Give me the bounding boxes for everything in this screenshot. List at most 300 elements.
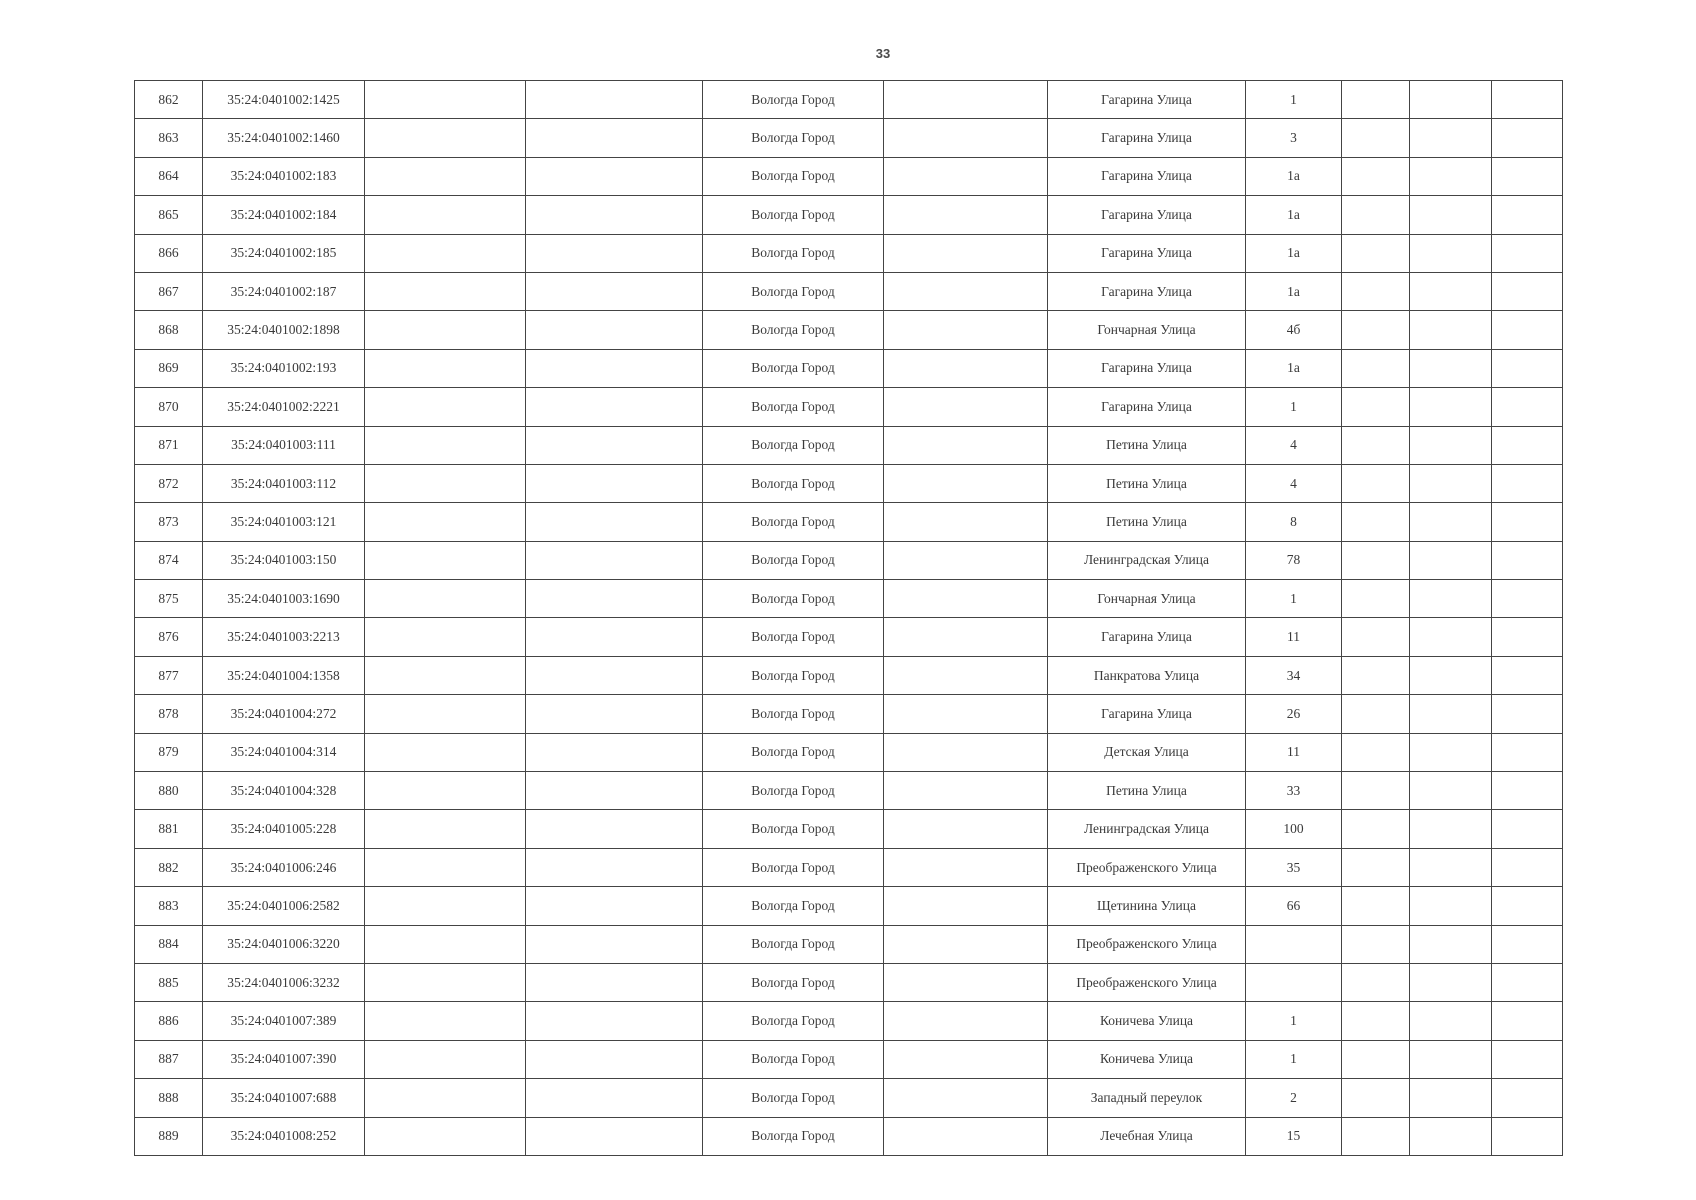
row-number-cell: 880 bbox=[135, 772, 203, 810]
empty-cell bbox=[526, 426, 703, 464]
cadastral-number-cell: 35:24:0401004:328 bbox=[203, 772, 365, 810]
empty-cell bbox=[365, 119, 526, 157]
empty-cell bbox=[884, 234, 1048, 272]
empty-cell bbox=[526, 234, 703, 272]
cadastral-number-cell: 35:24:0401002:185 bbox=[203, 234, 365, 272]
table-row bbox=[135, 848, 1563, 886]
empty-cell bbox=[526, 311, 703, 349]
empty-cell bbox=[884, 1040, 1048, 1078]
empty-cell bbox=[1492, 388, 1563, 426]
city-cell: Вологда Город bbox=[703, 311, 884, 349]
empty-cell bbox=[365, 234, 526, 272]
house-number-cell: 11 bbox=[1246, 618, 1342, 656]
table-row bbox=[135, 349, 1563, 387]
empty-cell bbox=[1410, 1040, 1492, 1078]
row-number-cell: 886 bbox=[135, 1002, 203, 1040]
empty-cell bbox=[526, 848, 703, 886]
table-row bbox=[135, 810, 1563, 848]
city-cell: Вологда Город bbox=[703, 1002, 884, 1040]
empty-cell bbox=[526, 388, 703, 426]
cadastral-number-cell: 35:24:0401003:1690 bbox=[203, 580, 365, 618]
empty-cell bbox=[526, 733, 703, 771]
row-number-cell: 876 bbox=[135, 618, 203, 656]
street-cell: Гагарина Улица bbox=[1048, 272, 1246, 310]
house-number-cell bbox=[1246, 963, 1342, 1001]
table-row bbox=[135, 81, 1563, 119]
empty-cell bbox=[1410, 541, 1492, 579]
street-cell: Ленинградская Улица bbox=[1048, 541, 1246, 579]
empty-cell bbox=[1410, 272, 1492, 310]
cadastral-number-cell: 35:24:0401007:389 bbox=[203, 1002, 365, 1040]
city-cell: Вологда Город bbox=[703, 1079, 884, 1117]
cadastral-number-cell: 35:24:0401002:1425 bbox=[203, 81, 365, 119]
row-number-cell: 885 bbox=[135, 963, 203, 1001]
table-row bbox=[135, 1079, 1563, 1117]
empty-cell bbox=[365, 1079, 526, 1117]
street-cell: Преображенского Улица bbox=[1048, 848, 1246, 886]
empty-cell bbox=[1492, 810, 1563, 848]
cadastral-number-cell: 35:24:0401006:2582 bbox=[203, 887, 365, 925]
empty-cell bbox=[1342, 1117, 1410, 1155]
row-number-cell: 881 bbox=[135, 810, 203, 848]
empty-cell bbox=[365, 618, 526, 656]
empty-cell bbox=[1342, 464, 1410, 502]
empty-cell bbox=[884, 196, 1048, 234]
city-cell: Вологда Город bbox=[703, 464, 884, 502]
empty-cell bbox=[1410, 772, 1492, 810]
empty-cell bbox=[1492, 541, 1563, 579]
empty-cell bbox=[1492, 157, 1563, 195]
city-cell: Вологда Город bbox=[703, 656, 884, 694]
empty-cell bbox=[1342, 388, 1410, 426]
empty-cell bbox=[365, 311, 526, 349]
cadastral-number-cell: 35:24:0401003:111 bbox=[203, 426, 365, 464]
house-number-cell: 4 bbox=[1246, 464, 1342, 502]
empty-cell bbox=[1492, 772, 1563, 810]
empty-cell bbox=[365, 925, 526, 963]
empty-cell bbox=[884, 848, 1048, 886]
empty-cell bbox=[1342, 963, 1410, 1001]
empty-cell bbox=[365, 963, 526, 1001]
empty-cell bbox=[1410, 1002, 1492, 1040]
empty-cell bbox=[884, 618, 1048, 656]
row-number-cell: 865 bbox=[135, 196, 203, 234]
empty-cell bbox=[1492, 695, 1563, 733]
empty-cell bbox=[1342, 656, 1410, 694]
table-row bbox=[135, 1117, 1563, 1155]
house-number-cell: 34 bbox=[1246, 656, 1342, 694]
empty-cell bbox=[1410, 848, 1492, 886]
empty-cell bbox=[365, 349, 526, 387]
row-number-cell: 875 bbox=[135, 580, 203, 618]
empty-cell bbox=[526, 580, 703, 618]
empty-cell bbox=[1492, 311, 1563, 349]
empty-cell bbox=[1492, 349, 1563, 387]
cadastral-number-cell: 35:24:0401002:183 bbox=[203, 157, 365, 195]
row-number-cell: 870 bbox=[135, 388, 203, 426]
house-number-cell: 33 bbox=[1246, 772, 1342, 810]
city-cell: Вологда Город bbox=[703, 848, 884, 886]
row-number-cell: 873 bbox=[135, 503, 203, 541]
empty-cell bbox=[1410, 1079, 1492, 1117]
empty-cell bbox=[884, 349, 1048, 387]
empty-cell bbox=[1410, 464, 1492, 502]
street-cell: Западный переулок bbox=[1048, 1079, 1246, 1117]
street-cell: Петина Улица bbox=[1048, 426, 1246, 464]
empty-cell bbox=[526, 119, 703, 157]
empty-cell bbox=[1410, 388, 1492, 426]
house-number-cell: 1а bbox=[1246, 196, 1342, 234]
empty-cell bbox=[365, 541, 526, 579]
empty-cell bbox=[365, 503, 526, 541]
city-cell: Вологда Город bbox=[703, 119, 884, 157]
empty-cell bbox=[1492, 848, 1563, 886]
empty-cell bbox=[1342, 925, 1410, 963]
street-cell: Коничева Улица bbox=[1048, 1002, 1246, 1040]
city-cell: Вологда Город bbox=[703, 887, 884, 925]
empty-cell bbox=[1342, 503, 1410, 541]
empty-cell bbox=[1342, 119, 1410, 157]
empty-cell bbox=[1410, 1117, 1492, 1155]
street-cell: Гагарина Улица bbox=[1048, 157, 1246, 195]
empty-cell bbox=[884, 541, 1048, 579]
house-number-cell: 2 bbox=[1246, 1079, 1342, 1117]
row-number-cell: 879 bbox=[135, 733, 203, 771]
registry-table-body bbox=[135, 81, 1563, 1156]
cadastral-number-cell: 35:24:0401003:121 bbox=[203, 503, 365, 541]
street-cell: Преображенского Улица bbox=[1048, 925, 1246, 963]
city-cell: Вологда Город bbox=[703, 426, 884, 464]
empty-cell bbox=[884, 925, 1048, 963]
city-cell: Вологда Город bbox=[703, 541, 884, 579]
row-number-cell: 869 bbox=[135, 349, 203, 387]
empty-cell bbox=[1342, 541, 1410, 579]
row-number-cell: 868 bbox=[135, 311, 203, 349]
cadastral-number-cell: 35:24:0401002:193 bbox=[203, 349, 365, 387]
empty-cell bbox=[884, 772, 1048, 810]
empty-cell bbox=[1342, 810, 1410, 848]
house-number-cell: 1 bbox=[1246, 1040, 1342, 1078]
street-cell: Преображенского Улица bbox=[1048, 963, 1246, 1001]
empty-cell bbox=[1410, 887, 1492, 925]
empty-cell bbox=[1342, 1002, 1410, 1040]
city-cell: Вологда Город bbox=[703, 503, 884, 541]
row-number-cell: 864 bbox=[135, 157, 203, 195]
cadastral-number-cell: 35:24:0401007:688 bbox=[203, 1079, 365, 1117]
empty-cell bbox=[1342, 81, 1410, 119]
empty-cell bbox=[884, 810, 1048, 848]
empty-cell bbox=[884, 887, 1048, 925]
empty-cell bbox=[526, 1079, 703, 1117]
empty-cell bbox=[1342, 618, 1410, 656]
empty-cell bbox=[1492, 580, 1563, 618]
cadastral-number-cell: 35:24:0401002:2221 bbox=[203, 388, 365, 426]
city-cell: Вологда Город bbox=[703, 772, 884, 810]
house-number-cell: 3 bbox=[1246, 119, 1342, 157]
empty-cell bbox=[365, 1040, 526, 1078]
cadastral-number-cell: 35:24:0401003:112 bbox=[203, 464, 365, 502]
row-number-cell: 867 bbox=[135, 272, 203, 310]
street-cell: Гагарина Улица bbox=[1048, 388, 1246, 426]
empty-cell bbox=[365, 272, 526, 310]
street-cell: Гагарина Улица bbox=[1048, 81, 1246, 119]
empty-cell bbox=[1410, 618, 1492, 656]
row-number-cell: 887 bbox=[135, 1040, 203, 1078]
table-row bbox=[135, 119, 1563, 157]
empty-cell bbox=[1410, 157, 1492, 195]
empty-cell bbox=[365, 388, 526, 426]
cadastral-number-cell: 35:24:0401004:272 bbox=[203, 695, 365, 733]
street-cell: Петина Улица bbox=[1048, 503, 1246, 541]
cadastral-number-cell: 35:24:0401006:246 bbox=[203, 848, 365, 886]
empty-cell bbox=[1492, 196, 1563, 234]
registry-table bbox=[134, 80, 1563, 1156]
row-number-cell: 884 bbox=[135, 925, 203, 963]
house-number-cell: 1а bbox=[1246, 272, 1342, 310]
street-cell: Петина Улица bbox=[1048, 772, 1246, 810]
empty-cell bbox=[1492, 1117, 1563, 1155]
table-row bbox=[135, 234, 1563, 272]
empty-cell bbox=[1492, 733, 1563, 771]
house-number-cell: 100 bbox=[1246, 810, 1342, 848]
empty-cell bbox=[884, 503, 1048, 541]
empty-cell bbox=[884, 81, 1048, 119]
empty-cell bbox=[1492, 272, 1563, 310]
empty-cell bbox=[1492, 1002, 1563, 1040]
empty-cell bbox=[365, 887, 526, 925]
empty-cell bbox=[526, 925, 703, 963]
empty-cell bbox=[884, 695, 1048, 733]
city-cell: Вологда Город bbox=[703, 695, 884, 733]
street-cell: Петина Улица bbox=[1048, 464, 1246, 502]
table-row bbox=[135, 963, 1563, 1001]
row-number-cell: 874 bbox=[135, 541, 203, 579]
house-number-cell: 35 bbox=[1246, 848, 1342, 886]
street-cell: Гагарина Улица bbox=[1048, 618, 1246, 656]
table-row bbox=[135, 580, 1563, 618]
empty-cell bbox=[526, 887, 703, 925]
house-number-cell: 1 bbox=[1246, 580, 1342, 618]
city-cell: Вологда Город bbox=[703, 81, 884, 119]
row-number-cell: 877 bbox=[135, 656, 203, 694]
empty-cell bbox=[365, 695, 526, 733]
cadastral-number-cell: 35:24:0401007:390 bbox=[203, 1040, 365, 1078]
empty-cell bbox=[1342, 234, 1410, 272]
empty-cell bbox=[1342, 196, 1410, 234]
empty-cell bbox=[365, 196, 526, 234]
city-cell: Вологда Город bbox=[703, 925, 884, 963]
city-cell: Вологда Город bbox=[703, 234, 884, 272]
empty-cell bbox=[1410, 963, 1492, 1001]
empty-cell bbox=[365, 810, 526, 848]
empty-cell bbox=[1492, 1040, 1563, 1078]
empty-cell bbox=[365, 848, 526, 886]
empty-cell bbox=[884, 157, 1048, 195]
table-row bbox=[135, 772, 1563, 810]
house-number-cell: 4 bbox=[1246, 426, 1342, 464]
row-number-cell: 866 bbox=[135, 234, 203, 272]
empty-cell bbox=[1492, 1079, 1563, 1117]
cadastral-number-cell: 35:24:0401003:150 bbox=[203, 541, 365, 579]
table-row bbox=[135, 656, 1563, 694]
city-cell: Вологда Город bbox=[703, 1117, 884, 1155]
page-number: 33 bbox=[875, 46, 891, 61]
table-row bbox=[135, 925, 1563, 963]
row-number-cell: 888 bbox=[135, 1079, 203, 1117]
empty-cell bbox=[884, 963, 1048, 1001]
row-number-cell: 872 bbox=[135, 464, 203, 502]
street-cell: Гончарная Улица bbox=[1048, 580, 1246, 618]
empty-cell bbox=[365, 1002, 526, 1040]
table-row bbox=[135, 272, 1563, 310]
empty-cell bbox=[526, 157, 703, 195]
house-number-cell bbox=[1246, 925, 1342, 963]
city-cell: Вологда Город bbox=[703, 196, 884, 234]
empty-cell bbox=[1410, 656, 1492, 694]
empty-cell bbox=[526, 810, 703, 848]
empty-cell bbox=[526, 81, 703, 119]
empty-cell bbox=[884, 1079, 1048, 1117]
table-row bbox=[135, 157, 1563, 195]
empty-cell bbox=[884, 656, 1048, 694]
empty-cell bbox=[526, 1040, 703, 1078]
table-row bbox=[135, 311, 1563, 349]
street-cell: Гагарина Улица bbox=[1048, 119, 1246, 157]
empty-cell bbox=[1492, 963, 1563, 1001]
table-row bbox=[135, 1002, 1563, 1040]
empty-cell bbox=[1492, 503, 1563, 541]
table-row bbox=[135, 618, 1563, 656]
house-number-cell: 66 bbox=[1246, 887, 1342, 925]
empty-cell bbox=[884, 311, 1048, 349]
empty-cell bbox=[884, 733, 1048, 771]
house-number-cell: 78 bbox=[1246, 541, 1342, 579]
empty-cell bbox=[1410, 349, 1492, 387]
table-row bbox=[135, 503, 1563, 541]
house-number-cell: 15 bbox=[1246, 1117, 1342, 1155]
house-number-cell: 1а bbox=[1246, 157, 1342, 195]
empty-cell bbox=[1342, 349, 1410, 387]
empty-cell bbox=[1410, 426, 1492, 464]
table-row bbox=[135, 695, 1563, 733]
city-cell: Вологда Город bbox=[703, 733, 884, 771]
house-number-cell: 1 bbox=[1246, 1002, 1342, 1040]
empty-cell bbox=[365, 464, 526, 502]
city-cell: Вологда Город bbox=[703, 1040, 884, 1078]
empty-cell bbox=[1342, 1079, 1410, 1117]
city-cell: Вологда Город bbox=[703, 580, 884, 618]
house-number-cell: 11 bbox=[1246, 733, 1342, 771]
cadastral-number-cell: 35:24:0401006:3220 bbox=[203, 925, 365, 963]
empty-cell bbox=[884, 119, 1048, 157]
empty-cell bbox=[884, 580, 1048, 618]
empty-cell bbox=[1492, 426, 1563, 464]
city-cell: Вологда Город bbox=[703, 388, 884, 426]
empty-cell bbox=[526, 196, 703, 234]
cadastral-number-cell: 35:24:0401004:1358 bbox=[203, 656, 365, 694]
empty-cell bbox=[1410, 925, 1492, 963]
empty-cell bbox=[1410, 733, 1492, 771]
empty-cell bbox=[1342, 848, 1410, 886]
row-number-cell: 871 bbox=[135, 426, 203, 464]
street-cell: Гончарная Улица bbox=[1048, 311, 1246, 349]
empty-cell bbox=[1492, 925, 1563, 963]
empty-cell bbox=[1492, 618, 1563, 656]
empty-cell bbox=[365, 81, 526, 119]
empty-cell bbox=[365, 1117, 526, 1155]
city-cell: Вологда Город bbox=[703, 810, 884, 848]
empty-cell bbox=[1410, 234, 1492, 272]
empty-cell bbox=[526, 503, 703, 541]
row-number-cell: 882 bbox=[135, 848, 203, 886]
empty-cell bbox=[1342, 1040, 1410, 1078]
table-row bbox=[135, 541, 1563, 579]
empty-cell bbox=[526, 772, 703, 810]
empty-cell bbox=[1342, 887, 1410, 925]
street-cell: Детская Улица bbox=[1048, 733, 1246, 771]
street-cell: Коничева Улица bbox=[1048, 1040, 1246, 1078]
street-cell: Ленинградская Улица bbox=[1048, 810, 1246, 848]
empty-cell bbox=[1410, 196, 1492, 234]
empty-cell bbox=[1410, 119, 1492, 157]
empty-cell bbox=[884, 388, 1048, 426]
city-cell: Вологда Город bbox=[703, 963, 884, 1001]
row-number-cell: 863 bbox=[135, 119, 203, 157]
house-number-cell: 1а bbox=[1246, 349, 1342, 387]
empty-cell bbox=[1342, 733, 1410, 771]
street-cell: Гагарина Улица bbox=[1048, 196, 1246, 234]
empty-cell bbox=[1492, 234, 1563, 272]
house-number-cell: 1 bbox=[1246, 81, 1342, 119]
empty-cell bbox=[884, 1117, 1048, 1155]
empty-cell bbox=[1342, 311, 1410, 349]
street-cell: Гагарина Улица bbox=[1048, 695, 1246, 733]
empty-cell bbox=[365, 580, 526, 618]
empty-cell bbox=[526, 618, 703, 656]
city-cell: Вологда Город bbox=[703, 157, 884, 195]
empty-cell bbox=[1342, 580, 1410, 618]
city-cell: Вологда Город bbox=[703, 618, 884, 656]
empty-cell bbox=[526, 656, 703, 694]
empty-cell bbox=[884, 1002, 1048, 1040]
empty-cell bbox=[1342, 157, 1410, 195]
table-row bbox=[135, 196, 1563, 234]
cadastral-number-cell: 35:24:0401005:228 bbox=[203, 810, 365, 848]
empty-cell bbox=[526, 963, 703, 1001]
cadastral-number-cell: 35:24:0401008:252 bbox=[203, 1117, 365, 1155]
table-row bbox=[135, 1040, 1563, 1078]
street-cell: Лечебная Улица bbox=[1048, 1117, 1246, 1155]
empty-cell bbox=[526, 349, 703, 387]
empty-cell bbox=[1342, 272, 1410, 310]
table-row bbox=[135, 887, 1563, 925]
empty-cell bbox=[526, 541, 703, 579]
empty-cell bbox=[1410, 503, 1492, 541]
city-cell: Вологда Город bbox=[703, 349, 884, 387]
empty-cell bbox=[1342, 426, 1410, 464]
empty-cell bbox=[884, 272, 1048, 310]
cadastral-number-cell: 35:24:0401002:1898 bbox=[203, 311, 365, 349]
cadastral-number-cell: 35:24:0401002:187 bbox=[203, 272, 365, 310]
empty-cell bbox=[1410, 580, 1492, 618]
table-row bbox=[135, 388, 1563, 426]
empty-cell bbox=[1410, 695, 1492, 733]
street-cell: Гагарина Улица bbox=[1048, 349, 1246, 387]
empty-cell bbox=[526, 464, 703, 502]
empty-cell bbox=[1410, 311, 1492, 349]
street-cell: Панкратова Улица bbox=[1048, 656, 1246, 694]
row-number-cell: 878 bbox=[135, 695, 203, 733]
